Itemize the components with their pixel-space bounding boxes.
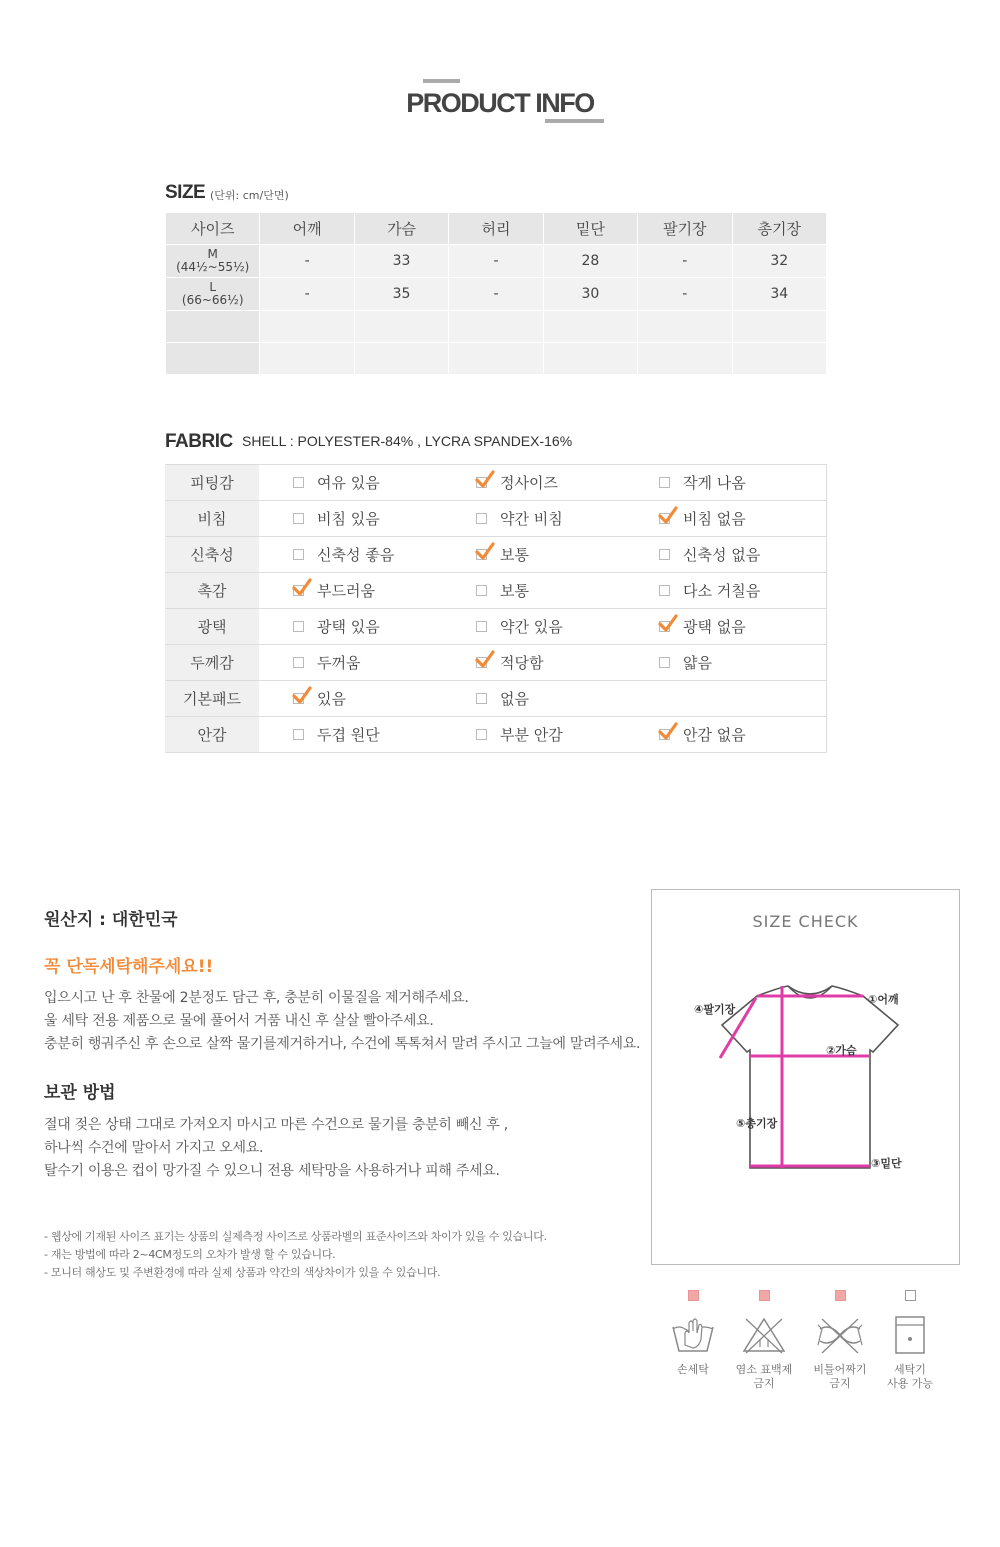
size-row-empty — [166, 311, 827, 343]
fabric-row — [165, 681, 826, 717]
size-cell — [354, 311, 448, 343]
fabric-option — [625, 717, 826, 753]
storage-line: 하나씩 수건에 말아서 가지고 오세요. — [44, 1140, 264, 1156]
wash-label — [870, 1363, 950, 1391]
fabric-option-label: 보통 — [500, 546, 529, 564]
checkbox — [476, 729, 487, 740]
fabric-option — [625, 681, 826, 717]
fabric-option-label: 두꺼움 — [317, 654, 361, 672]
fabric-option-label: 약간 있음 — [500, 618, 563, 636]
fabric-option — [259, 501, 442, 537]
fabric-option — [442, 501, 625, 537]
size-cell: 34 — [732, 278, 826, 311]
checkbox — [476, 513, 487, 524]
checkbox — [293, 657, 304, 668]
fabric-option — [259, 681, 442, 717]
sleeve-label: ④팔기장 — [694, 1003, 736, 1016]
status-indicator — [905, 1290, 916, 1301]
no-bleach-icon — [740, 1315, 788, 1355]
checkbox — [476, 585, 487, 596]
fabric-row — [165, 573, 826, 609]
fabric-option — [625, 609, 826, 645]
page-title: PRODUCT INFO — [406, 88, 594, 118]
size-cell — [543, 311, 637, 343]
title-accent-bar-top — [423, 79, 460, 83]
size-cell — [166, 343, 260, 375]
fabric-option-label: 보통 — [500, 582, 529, 600]
fabric-row — [165, 645, 826, 681]
wash-label-line: 금지 — [753, 1377, 775, 1390]
check-mark-icon — [291, 577, 313, 599]
fabric-option — [625, 465, 826, 501]
tshirt-diagram — [652, 890, 961, 1266]
size-cell: - — [449, 245, 543, 278]
fabric-option-label: 비침 있음 — [317, 510, 380, 528]
size-cell: - — [638, 245, 732, 278]
hand-wash-icon — [669, 1315, 717, 1355]
check-mark-icon — [657, 721, 679, 743]
checkbox — [659, 549, 670, 560]
wash-icon-bleach — [724, 1290, 804, 1391]
size-cell — [260, 311, 354, 343]
size-cell — [638, 311, 732, 343]
size-col-header: 팔기장 — [638, 213, 732, 245]
size-cell: 30 — [543, 278, 637, 311]
checkbox — [293, 621, 304, 632]
size-cell — [260, 343, 354, 375]
fabric-option-label: 작게 나옴 — [683, 474, 746, 492]
fabric-option-label: 부분 안감 — [500, 726, 563, 744]
fabric-row-label: 두께감 — [165, 645, 259, 681]
storage-instructions — [44, 1114, 508, 1183]
origin-text: 원산지 : 대한민국 — [44, 910, 178, 930]
wash-line: 충분히 행궈주신 후 손으로 살짝 물기를제거하거나, 수건에 톡톡쳐서 말려 주시고 그늘에 말려주세요. — [44, 1036, 641, 1052]
fabric-row-label: 신축성 — [165, 537, 259, 573]
fabric-option-label: 신축성 좋음 — [317, 546, 395, 564]
fabric-option-label: 신축성 없음 — [683, 546, 761, 564]
washing-machine-icon — [886, 1315, 934, 1355]
check-mark-icon — [474, 649, 496, 671]
wash-label — [724, 1363, 804, 1391]
fabric-option-label: 광택 있음 — [317, 618, 380, 636]
length-label: ⑤총기장 — [736, 1117, 778, 1130]
size-range: (66~66½) — [181, 293, 244, 307]
fabric-option — [442, 465, 625, 501]
status-indicator — [688, 1290, 699, 1301]
wash-label: 손세탁 — [677, 1363, 709, 1376]
wash-warning: 꼭 단독세탁해주세요!! — [44, 957, 214, 977]
wash-label-line: 금지 — [829, 1377, 851, 1390]
checkbox — [293, 549, 304, 560]
fabric-row-label: 기본패드 — [165, 681, 259, 717]
size-cell — [543, 343, 637, 375]
storage-title: 보관 방법 — [44, 1083, 116, 1103]
size-range: (44½~55½) — [176, 260, 250, 274]
fabric-row-label: 비침 — [165, 501, 259, 537]
check-mark-icon — [474, 469, 496, 491]
fabric-option-label: 부드러움 — [317, 582, 375, 600]
wash-label-line: 염소 표백제 — [735, 1363, 793, 1376]
fabric-option — [442, 609, 625, 645]
storage-line: 절대 젖은 상태 그대로 가져오지 마시고 마른 수건으로 물기를 충분히 빼신 후 , — [44, 1117, 508, 1133]
size-cell — [449, 343, 543, 375]
fabric-row — [165, 609, 826, 645]
size-row-m — [166, 245, 827, 278]
checkbox — [659, 477, 670, 488]
hem-label: ③밑단 — [871, 1157, 902, 1170]
size-name-cell — [166, 278, 260, 311]
fabric-row-label: 안감 — [165, 717, 259, 753]
wash-label-line: 세탁기 — [894, 1363, 926, 1376]
wash-label — [800, 1363, 880, 1391]
status-indicator — [759, 1290, 770, 1301]
fabric-option — [259, 645, 442, 681]
fabric-option — [259, 537, 442, 573]
disclaimer-notes — [44, 1228, 547, 1282]
fabric-option-label: 두겹 원단 — [317, 726, 380, 744]
wash-icon-machine — [870, 1290, 950, 1391]
fabric-option-label: 정사이즈 — [500, 474, 558, 492]
fabric-option-label: 적당함 — [500, 654, 544, 672]
fabric-option-label: 없음 — [500, 690, 529, 708]
checkbox — [659, 585, 670, 596]
size-cell: 33 — [354, 245, 448, 278]
checkbox — [659, 657, 670, 668]
fabric-option-label: 비침 없음 — [683, 510, 746, 528]
note-line: - 웹상에 기재된 사이즈 표기는 상품의 실제측정 사이즈로 상품라벨의 표준사이즈와 차이가 있을 수 있습니다. — [44, 1230, 547, 1243]
check-mark-icon — [474, 541, 496, 563]
size-table — [165, 212, 827, 375]
size-cell — [638, 343, 732, 375]
fabric-option-label: 약간 비침 — [500, 510, 563, 528]
status-indicator — [835, 1290, 846, 1301]
fabric-option — [442, 573, 625, 609]
fabric-option — [625, 573, 826, 609]
check-mark-icon — [291, 685, 313, 707]
fabric-option — [442, 681, 625, 717]
size-name-cell — [166, 245, 260, 278]
size-name: L — [209, 280, 217, 294]
size-col-header: 가슴 — [354, 213, 448, 245]
fabric-section-label: FABRIC — [165, 431, 233, 452]
wash-label-line: 비틀어짜기 — [813, 1363, 867, 1376]
size-check-title: SIZE CHECK — [752, 912, 859, 931]
fabric-option — [259, 717, 442, 753]
fabric-option — [625, 537, 826, 573]
size-cell: - — [260, 245, 354, 278]
size-col-header: 총기장 — [732, 213, 826, 245]
checkbox — [476, 621, 487, 632]
fabric-option-label: 광택 없음 — [683, 618, 746, 636]
fabric-row — [165, 717, 826, 753]
size-cell — [732, 343, 826, 375]
size-col-header: 밑단 — [543, 213, 637, 245]
checkbox — [293, 729, 304, 740]
fabric-row-label: 광택 — [165, 609, 259, 645]
size-cell: - — [638, 278, 732, 311]
fabric-table — [165, 464, 827, 753]
size-cell: 28 — [543, 245, 637, 278]
wash-icon-hand — [653, 1290, 733, 1377]
fabric-option — [259, 573, 442, 609]
size-cell: 35 — [354, 278, 448, 311]
fabric-row — [165, 537, 826, 573]
size-col-header: 허리 — [449, 213, 543, 245]
size-check-panel — [651, 889, 960, 1265]
size-cell: - — [260, 278, 354, 311]
wash-line: 입으시고 난 후 찬물에 2분정도 담근 후, 충분히 이물질을 제거해주세요. — [44, 990, 469, 1006]
note-line: - 모니터 해상도 및 주변환경에 따라 실제 상품과 약간의 색상차이가 있을 수 있습니다. — [44, 1266, 441, 1279]
fabric-row — [165, 465, 826, 501]
chest-label: ②가슴 — [826, 1044, 857, 1057]
size-cell — [166, 311, 260, 343]
size-col-header: 사이즈 — [166, 213, 260, 245]
fabric-option — [442, 717, 625, 753]
fabric-option-label: 여유 있음 — [317, 474, 380, 492]
fabric-option — [625, 501, 826, 537]
fabric-option-label: 있음 — [317, 690, 346, 708]
note-line: - 재는 방법에 따라 2~4CM정도의 오차가 발생 할 수 있습니다. — [44, 1248, 336, 1261]
wash-instructions — [44, 987, 640, 1056]
fabric-option-label: 안감 없음 — [683, 726, 746, 744]
fabric-option-label: 얇음 — [683, 654, 712, 672]
fabric-row — [165, 501, 826, 537]
size-col-header: 어깨 — [260, 213, 354, 245]
fabric-option — [442, 537, 625, 573]
size-row-l — [166, 278, 827, 311]
wash-icon-wring — [800, 1290, 880, 1391]
fabric-option — [259, 609, 442, 645]
size-name: M — [207, 247, 218, 261]
fabric-row-label: 피팅감 — [165, 465, 259, 501]
fabric-option — [625, 645, 826, 681]
size-section-label: SIZE — [165, 182, 206, 203]
fabric-option-label: 다소 거칠음 — [683, 582, 761, 600]
size-unit-note: (단위: cm/단면) — [210, 189, 289, 202]
checkbox — [476, 693, 487, 704]
fabric-option — [442, 645, 625, 681]
title-accent-bar-bottom — [545, 119, 604, 123]
shoulder-label: ①어깨 — [868, 993, 899, 1006]
fabric-option — [259, 465, 442, 501]
size-cell — [354, 343, 448, 375]
size-cell — [732, 311, 826, 343]
size-cell — [449, 311, 543, 343]
check-mark-icon — [657, 613, 679, 635]
fabric-row-label: 촉감 — [165, 573, 259, 609]
checkbox — [293, 477, 304, 488]
storage-line: 탈수기 이용은 컵이 망가질 수 있으니 전용 세탁망을 사용하거나 피해 주세요. — [44, 1163, 500, 1179]
size-cell: - — [449, 278, 543, 311]
size-cell: 32 — [732, 245, 826, 278]
size-table-header — [166, 213, 827, 245]
wash-line: 울 세탁 전용 제품으로 물에 풀어서 거품 내신 후 살살 빨아주세요. — [44, 1013, 434, 1029]
checkbox — [293, 513, 304, 524]
fabric-composition: SHELL : POLYESTER-84% , LYCRA SPANDEX-16% — [242, 433, 573, 449]
check-mark-icon — [657, 505, 679, 527]
size-row-empty — [166, 343, 827, 375]
no-wring-icon — [816, 1315, 864, 1355]
wash-label-line: 사용 가능 — [886, 1377, 933, 1390]
